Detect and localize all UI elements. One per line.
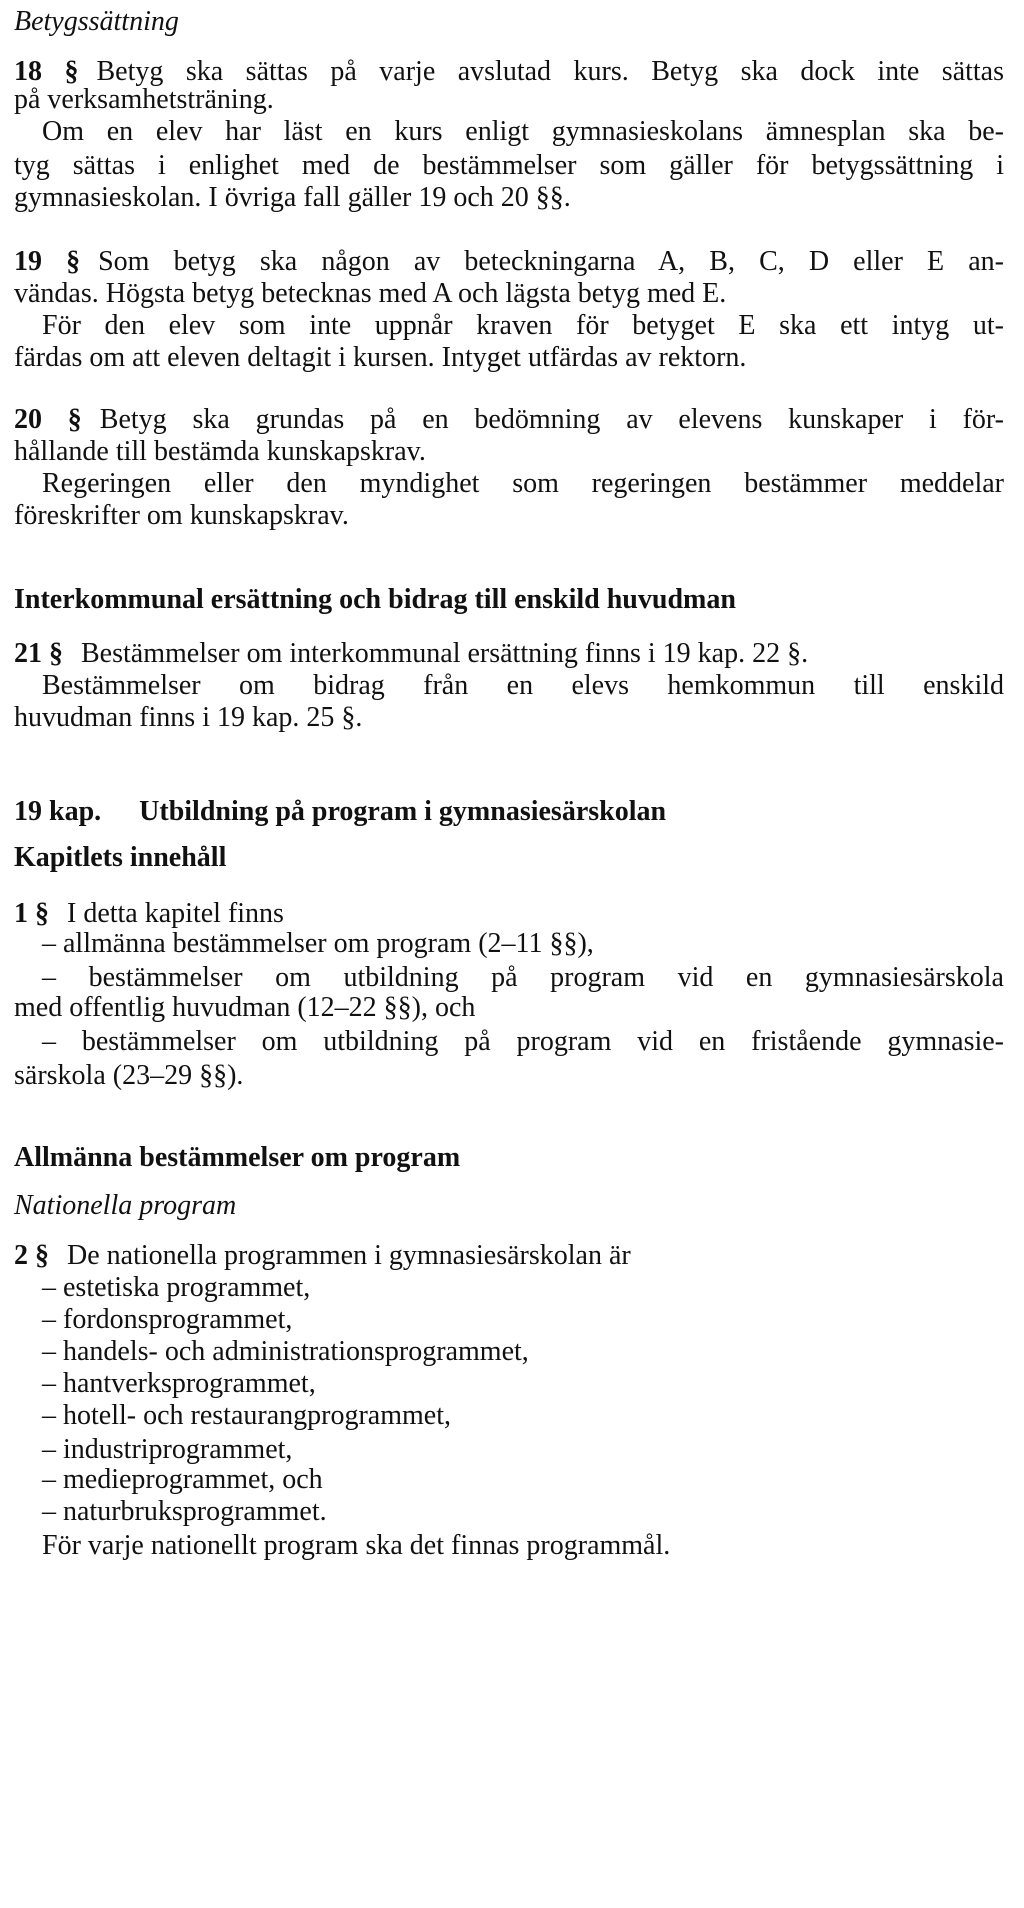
section-subheading: Betygssättning — [14, 6, 179, 37]
section-text: Betyg ska sättas på varje avslutad kurs. Betyg ska dock inte sättas — [96, 56, 1005, 87]
paragraph-line: – estetiska programmet, — [42, 1272, 311, 1303]
section-text: Som betyg ska någon av beteckningarna A, B, C, D eller E an- — [98, 246, 1004, 277]
paragraph-line: huvudman finns i 19 kap. 25 §. — [14, 702, 363, 733]
section-number: 20 § — [14, 404, 82, 435]
section-number: 19 § — [14, 246, 81, 277]
paragraph-start — [14, 1238, 1004, 1274]
paragraph-line: – fordonsprogrammet, — [42, 1304, 293, 1335]
paragraph-line: – medieprogrammet, och — [42, 1464, 323, 1495]
paragraph-line: – bestämmelser om utbildning på program vid en fristående gymnasie- — [42, 1026, 1004, 1057]
paragraph-line: tyg sättas i enlighet med de bestämmelser som gäller för betygssättning i — [14, 150, 1004, 181]
paragraph-line: – allmänna bestämmelser om program (2–11 §§), — [42, 928, 594, 959]
paragraph-line: – hantverksprogrammet, — [42, 1368, 316, 1399]
paragraph-line: – industriprogrammet, — [42, 1434, 293, 1465]
paragraph-line: hållande till bestämda kunskapskrav. — [14, 436, 426, 467]
chapter-heading — [14, 794, 1004, 830]
section-number: 2 § — [14, 1240, 49, 1271]
paragraph-line: särskola (23–29 §§). — [14, 1060, 244, 1091]
chapter-number: 19 kap. — [14, 796, 102, 827]
paragraph-line: För varje nationellt program ska det finnas programmål. — [42, 1530, 671, 1561]
paragraph-line: med offentlig huvudman (12–22 §§), och — [14, 992, 476, 1023]
paragraph-line: färdas om att eleven deltagit i kursen. Intyget utfärdas av rektorn. — [14, 342, 747, 373]
paragraph-line: Om en elev har läst en kurs enligt gymnasieskolans ämnesplan ska be- — [42, 116, 1004, 147]
chapter-title: Utbildning på program i gymnasiesärskolan — [139, 796, 667, 827]
paragraph-line: – bestämmelser om utbildning på program vid en gymnasiesärskola — [42, 962, 1004, 993]
section-number: 18 § — [14, 56, 79, 87]
section-number: 21 § — [14, 638, 63, 669]
paragraph-start — [14, 636, 1004, 672]
paragraph-line: – handels- och administrationsprogrammet, — [42, 1336, 529, 1367]
paragraph-line: Bestämmelser om bidrag från en elevs hemkommun till enskild — [42, 670, 1004, 701]
section-text: I detta kapitel finns — [67, 898, 284, 929]
section-subheading: Nationella program — [14, 1190, 237, 1221]
paragraph-line: – hotell- och restaurangprogrammet, — [42, 1400, 451, 1431]
section-heading: Kapitlets innehåll — [14, 842, 227, 873]
paragraph-line: – naturbruksprogrammet. — [42, 1496, 327, 1527]
paragraph-line: på verksamhetsträning. — [14, 84, 274, 115]
section-text: Betyg ska grundas på en bedömning av elevens kunskaper i för- — [99, 404, 1005, 435]
section-text: De nationella programmen i gymnasiesärskolan är — [67, 1240, 631, 1271]
section-heading: Allmänna bestämmelser om program — [14, 1142, 461, 1173]
paragraph-start — [14, 244, 1004, 280]
paragraph-line: föreskrifter om kunskapskrav. — [14, 500, 349, 531]
section-text: Bestämmelser om interkommunal ersättning finns i 19 kap. 22 §. — [81, 638, 809, 669]
section-number: 1 § — [14, 898, 49, 929]
paragraph-start — [14, 402, 1004, 438]
section-heading: Interkommunal ersättning och bidrag till enskild huvudman — [14, 584, 736, 615]
paragraph-line: vändas. Högsta betyg betecknas med A och lägsta betyg med E. — [14, 278, 727, 309]
paragraph-line: gymnasieskolan. I övriga fall gäller 19 och 20 §§. — [14, 182, 571, 213]
paragraph-line: Regeringen eller den myndighet som regeringen bestämmer meddelar — [42, 468, 1004, 499]
paragraph-line: För den elev som inte uppnår kraven för betyget E ska ett intyg ut- — [42, 310, 1004, 341]
